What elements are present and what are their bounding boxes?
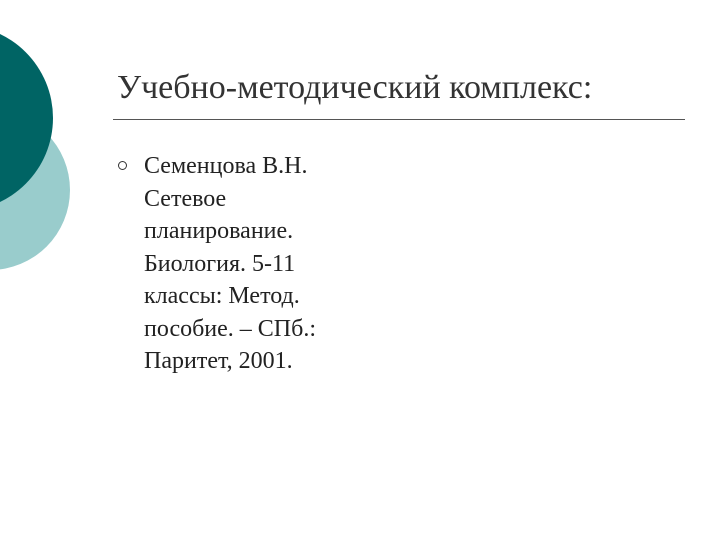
bullet-line: Сетевое	[144, 185, 227, 212]
bullet-line: Паритет, 2001.	[144, 348, 293, 374]
bullet-line: пособие. – СПб.:	[144, 315, 317, 342]
slide-title: Учебно-методический комплекс:	[117, 69, 593, 106]
bullet-item	[113, 150, 384, 378]
title-divider	[113, 119, 685, 120]
bullet-line: Семенцова В.Н.	[144, 153, 308, 179]
bullet-line: планирование.	[144, 218, 294, 244]
bullet-line: Биология. 5-11	[144, 250, 296, 277]
bullet-line: классы: Метод.	[144, 283, 300, 309]
bullet-list	[113, 150, 384, 378]
hollow-circle-bullet-icon	[118, 161, 127, 170]
decorative-circles	[0, 0, 120, 300]
